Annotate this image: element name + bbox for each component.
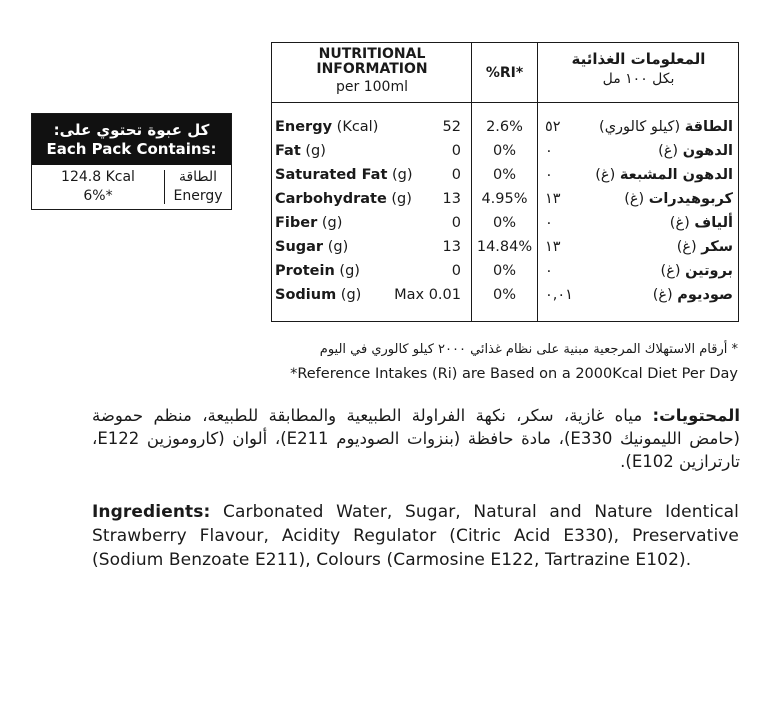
nutrient-unit-ar: (غ) bbox=[624, 191, 649, 207]
nutrient-qty: Max 0.01 bbox=[394, 287, 461, 303]
nutrient-qty: 52 bbox=[442, 119, 461, 135]
nutrient-label-ar: الدهون المشبعة bbox=[619, 167, 733, 183]
ingredients-ar bbox=[92, 404, 740, 473]
nutrient-name-ar bbox=[653, 283, 733, 307]
nutrient-label-ar: الدهون bbox=[682, 143, 733, 159]
nutrient-qty-ar: ٠ bbox=[545, 215, 553, 231]
ingredients-en-text: Carbonated Water, Sugar, Natural and Nature Identical Strawberry Flavour, Acidity Regulator (Citric Acid E330), Preservative (Sodium Benzoate E211), Colours (Carmosine E122, Tartrazine E102). bbox=[92, 502, 739, 570]
nutrient-unit: (g) bbox=[336, 287, 362, 303]
table-row bbox=[272, 139, 738, 163]
nutrient-label: Carbohydrate bbox=[275, 191, 387, 207]
each-pack-values bbox=[32, 165, 164, 209]
nutrient-unit-ar: (غ) bbox=[669, 215, 695, 231]
nutrient-name-ar bbox=[677, 235, 733, 259]
table-row bbox=[272, 211, 738, 235]
nutrient-ri: 0% bbox=[492, 287, 516, 303]
each-pack-title-ar: كل عبوة تحتوي على: bbox=[53, 120, 210, 139]
nutrient-label-ar: كربوهيدرات bbox=[648, 191, 733, 207]
nutrient-name-ar bbox=[624, 187, 733, 211]
nutrient-unit-ar: (غ) bbox=[652, 287, 678, 303]
nutrient-qty-ar: ١٣ bbox=[545, 191, 561, 207]
nutrient-name-ar bbox=[661, 259, 733, 283]
nutrient-qty: 13 bbox=[442, 239, 461, 255]
nutrient-label: Sodium bbox=[275, 287, 337, 303]
nutrient-label-ar: ألياف bbox=[694, 215, 733, 231]
nutrient-name-ar bbox=[670, 211, 733, 235]
nutrient-qty-ar: ١٣ bbox=[545, 239, 561, 255]
nutrient-qty: 0 bbox=[451, 263, 461, 279]
nutrient-label: Fat bbox=[275, 143, 301, 159]
header-ar-title: المعلومات الغذائية bbox=[571, 50, 706, 68]
footnote-ar: * أرقام الاستهلاك المرجعية مبنية على نظام غذائي ٢٠٠٠ كيلو كالوري في اليوم bbox=[319, 342, 738, 357]
nutrition-header-en bbox=[272, 47, 472, 95]
ingredients-en bbox=[92, 500, 739, 572]
nutrient-name bbox=[275, 235, 348, 259]
nutrient-name bbox=[275, 259, 360, 283]
nutrient-name-ar bbox=[599, 115, 733, 139]
nutrient-qty-ar: ٠,٠١ bbox=[545, 287, 573, 303]
nutrient-name-ar bbox=[658, 139, 733, 163]
each-pack-title-en: Each Pack Contains: bbox=[46, 139, 217, 158]
nutrient-unit-ar: (غ) bbox=[595, 167, 620, 183]
nutrient-qty-ar: ٠ bbox=[545, 143, 553, 159]
nutrient-unit-ar: (كيلو كالوري) bbox=[599, 119, 685, 135]
ingredients-ar-label: المحتويات: bbox=[652, 406, 740, 425]
nutrient-label: Protein bbox=[275, 263, 335, 279]
nutrient-unit: (Kcal) bbox=[332, 119, 379, 135]
nutrient-qty-ar: ٠ bbox=[545, 167, 553, 183]
nutrient-qty: 0 bbox=[451, 167, 461, 183]
nutrition-table bbox=[271, 42, 739, 322]
nutrient-qty: 0 bbox=[451, 215, 461, 231]
nutrient-label-ar: بروتين bbox=[685, 263, 733, 279]
nutrient-ri: 0% bbox=[492, 167, 516, 183]
nutrient-label: Fiber bbox=[275, 215, 318, 231]
nutrition-header-ar bbox=[538, 49, 739, 89]
nutrient-unit: (g) bbox=[300, 143, 326, 159]
nutrient-label: Energy bbox=[275, 119, 333, 135]
header-ar-per: بكل ١٠٠ مل bbox=[602, 71, 675, 87]
table-row bbox=[272, 235, 738, 259]
nutrient-qty-ar: ٠ bbox=[545, 263, 553, 279]
header-ri: %RI* bbox=[485, 65, 524, 81]
each-pack-box bbox=[31, 113, 232, 210]
nutrient-label: Saturated Fat bbox=[275, 167, 388, 183]
nutrient-ri: 4.95% bbox=[481, 191, 528, 207]
header-en-line1: NUTRITIONAL bbox=[318, 46, 426, 62]
nutrient-unit: (g) bbox=[317, 215, 343, 231]
nutrient-name bbox=[275, 211, 342, 235]
nutrient-unit-ar: (غ) bbox=[676, 239, 702, 255]
each-pack-labels bbox=[164, 170, 231, 204]
each-pack-label-ar: الطاقة bbox=[178, 169, 218, 185]
nutrient-name bbox=[275, 115, 378, 139]
nutrient-unit-ar: (غ) bbox=[660, 263, 686, 279]
ingredients-ar-text: مياه غازية، سكر، نكهة الفراولة الطبيعية والمطابقة للطبيعة، منظم حموضة (حامض الليمونيك E330)، مادة حافظة (بنزوات الصوديوم E211)، ألوان (كاروموزين E122، تارترازين E102). bbox=[92, 406, 740, 471]
nutrient-unit: (g) bbox=[334, 263, 360, 279]
table-row bbox=[272, 187, 738, 211]
table-row bbox=[272, 283, 738, 307]
each-pack-energy-percent: 6%* bbox=[83, 188, 113, 204]
table-row bbox=[272, 115, 738, 139]
nutrient-qty-ar: ٥٢ bbox=[545, 119, 561, 135]
header-en-per: per 100ml bbox=[336, 79, 408, 95]
table-row bbox=[272, 163, 738, 187]
each-pack-header bbox=[32, 114, 231, 165]
nutrient-unit: (g) bbox=[323, 239, 349, 255]
nutrient-name-ar bbox=[595, 163, 733, 187]
nutrient-unit: (g) bbox=[386, 191, 412, 207]
table-row bbox=[272, 259, 738, 283]
nutrient-qty: 13 bbox=[442, 191, 461, 207]
nutrient-unit-ar: (غ) bbox=[658, 143, 683, 159]
each-pack-energy-value: 124.8 Kcal bbox=[61, 169, 135, 185]
nutrient-label: Sugar bbox=[275, 239, 324, 255]
nutrient-ri: 0% bbox=[492, 143, 516, 159]
nutrient-ri: 2.6% bbox=[486, 119, 523, 135]
nutrient-label-ar: صوديوم bbox=[677, 287, 733, 303]
footnote-en: *Reference Intakes (Ri) are Based on a 2000Kcal Diet Per Day bbox=[290, 366, 738, 382]
header-divider bbox=[272, 102, 738, 103]
nutrient-name bbox=[275, 139, 326, 163]
nutrient-qty: 0 bbox=[451, 143, 461, 159]
each-pack-label-en: Energy bbox=[173, 188, 223, 204]
header-en-line2: INFORMATION bbox=[316, 61, 428, 77]
nutrient-unit: (g) bbox=[387, 167, 413, 183]
nutrient-ri: 14.84% bbox=[476, 239, 533, 255]
nutrient-name bbox=[275, 163, 413, 187]
nutrient-label-ar: سكر bbox=[701, 239, 733, 255]
nutrient-name bbox=[275, 283, 361, 307]
ingredients-en-label: Ingredients: bbox=[92, 502, 211, 522]
each-pack-body bbox=[32, 165, 231, 209]
nutrient-label-ar: الطاقة bbox=[684, 119, 733, 135]
nutrient-ri: 0% bbox=[492, 263, 516, 279]
nutrient-name bbox=[275, 187, 412, 211]
nutrient-ri: 0% bbox=[492, 215, 516, 231]
